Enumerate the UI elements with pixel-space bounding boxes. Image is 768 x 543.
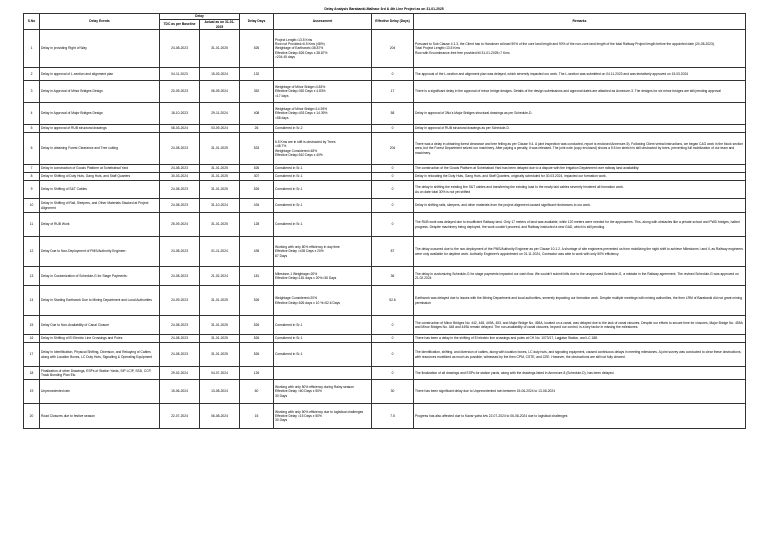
row-tdc-date: 24-08-2023 — [160, 165, 200, 173]
row-delay-event: Delay in Shifting of El Electric Line Crossings and Poles — [40, 335, 160, 343]
row-delay-days: 526 — [240, 30, 274, 68]
header-sno: S.No — [24, 14, 40, 30]
row-sno: 16 — [24, 335, 40, 343]
row-tdc-date: 29-02-2024 — [160, 367, 200, 380]
table-row — [24, 81, 746, 103]
header-assessment: Assessment — [274, 14, 372, 30]
table-row — [24, 199, 746, 213]
header-tdc: TDC as per Baseline — [160, 20, 200, 30]
row-actual-date: 31-10-2024 — [200, 199, 240, 213]
row-delay-event: Delay Due to Non-Availability of Canal Closure — [40, 316, 160, 335]
row-sno: 10 — [24, 199, 40, 213]
row-remarks: Delay in approval of RUB structural drawings as per Schedule-D. — [414, 125, 746, 133]
row-remarks: The delay in customizing Schedule-G for stage payments impacted our cash flow. We couldn't submit bills due to the unapproved Schedule-G, a mistake in the Railway agreement. The revised Schedule-G was approved on 21.02.2024 — [414, 267, 746, 286]
row-delay-event: Delay in Identification, Physical Shifting, Diversion, and Rekaying of Cables along with Location Boxes, LC Duty Huts, Signalling & Operating Equipment — [40, 343, 160, 367]
row-delay-event: Delay in approval of L-section and alignment plan — [40, 68, 160, 81]
row-sno: 15 — [24, 316, 40, 335]
row-assessment: 6.5 Kms are in stift is obstructed by Trees =48.7% Weightage Considered=48% Effective Delay=510 Days x 40% — [274, 133, 372, 165]
row-remarks: Earthwork was delayed due to issues with the Mining Department and local authorities, severely impacting our formation work. Despite multiple meetings with mining authorities, the then LRM of Barabanki did not grant mining permission — [414, 286, 746, 316]
row-sno: 18 — [24, 367, 40, 380]
row-effective-delay: 0 — [372, 335, 414, 343]
row-actual-date: 31-01-2025 — [200, 133, 240, 165]
table-row — [24, 103, 746, 125]
row-remarks: There has been a delay in the shifting of El electric line crossings and poles at CH No. 1073/17, Lagjatar Station, and LC 188. — [414, 335, 746, 343]
row-delay-event: Delay Due to Non-Deployment of PMS/Authority Engineer: — [40, 237, 160, 267]
row-assessment — [274, 367, 372, 380]
row-sno: 4 — [24, 103, 40, 125]
row-sno: 8 — [24, 173, 40, 181]
row-sno: 7 — [24, 165, 40, 173]
row-tdc-date: 24-08-2023 — [160, 343, 200, 367]
row-delay-days: 60 — [240, 380, 274, 404]
row-actual-date: 31-01-2025 — [200, 30, 240, 68]
row-delay-days: 526 — [240, 335, 274, 343]
row-delay-event: Delay in obtaining Forest Clearance and Tree cutting — [40, 133, 160, 165]
row-tdc-date: 24-08-2023 — [160, 335, 200, 343]
table-row — [24, 181, 746, 199]
row-actual-date: 31-01-2025 — [200, 335, 240, 343]
row-assessment: Considered in Sr-2 — [274, 125, 372, 133]
row-delay-days: 132 — [240, 68, 274, 81]
row-assessment: Working with only 50% efficiency during Rainy season Effective Delay =60 Days x 50% 30 Days — [274, 380, 372, 404]
row-sno: 1 — [24, 30, 40, 68]
row-delay-days: 307 — [240, 173, 274, 181]
row-assessment: Considered in Sr-1 — [274, 173, 372, 181]
table-row — [24, 173, 746, 181]
header-remarks: Remarks — [414, 14, 746, 30]
row-effective-delay: 0 — [372, 68, 414, 81]
row-actual-date: 31-01-2025 — [200, 343, 240, 367]
header-effective-delay: Effective Delay (Days) — [372, 14, 414, 30]
row-actual-date: 31-01-2025 — [200, 181, 240, 199]
table-row — [24, 335, 746, 343]
row-effective-delay: 17 — [372, 81, 414, 103]
row-actual-date: 15-03-2024 — [200, 68, 240, 81]
row-remarks: The RUB work was delayed due to insufficient Railway land. Only 17 meters of land was available, while 120 meters were needed for the approaches. This, along with obstacles like a private school and PWD bridges, halted progress. Despite machinery being deployed, the work couldn't proceed, and Railway instructed a new GAD, which is still pending. — [414, 213, 746, 237]
table-row — [24, 133, 746, 165]
sheet-title: Delay Analysis Barabanki-Malhaur 3rd & 4th Line Project as on 31-01-2025 — [324, 7, 444, 11]
row-sno: 20 — [24, 404, 40, 429]
table-row — [24, 316, 746, 335]
row-tdc-date: 24-08-2023 — [160, 237, 200, 267]
table-row — [24, 286, 746, 316]
row-effective-delay: 0 — [372, 316, 414, 335]
row-delay-event: Delay in Customization of Schedule-G for Stage Payments: — [40, 267, 160, 286]
row-actual-date: 31-01-2025 — [200, 286, 240, 316]
row-delay-event: Delay in Approval of Minor Bridges Design — [40, 81, 160, 103]
row-effective-delay: 30 — [372, 380, 414, 404]
row-sno: 14 — [24, 286, 40, 316]
row-assessment: Weightage Considered=20% Effective Delay=526 days x 10 %=52.6 Days — [274, 286, 372, 316]
row-effective-delay: 0 — [372, 181, 414, 199]
row-delay-days: 526 — [240, 286, 274, 316]
table-row — [24, 125, 746, 133]
row-delay-days: 408 — [240, 103, 274, 125]
row-delay-days: 533 — [240, 133, 274, 165]
row-effective-delay: 52.6 — [372, 286, 414, 316]
row-assessment: Working with only 80% efficiency in day time Effective Delay =435 Days x 20% 87 Days — [274, 237, 372, 267]
row-delay-event: Road Closures due to festive season — [40, 404, 160, 429]
row-assessment: Considered in Sr-1 — [274, 213, 372, 237]
row-tdc-date: 24-08-2023 — [160, 267, 200, 286]
row-assessment: Working with only 50% efficiency due to logistical challenges Effective Delay =15 Days x 50% 30 Days — [274, 404, 372, 429]
table-row — [24, 367, 746, 380]
row-remarks: There was a delay in obtaining forest clearance and tree felling as per Clause 9.4. A joint inspection was conducted, report is enclosed Annexure-5). Following Client verbal instructions, we began C&G work in the block section area, but the Forest Department seized our machinery. After paying a penalty, it was released. The joint note (copy enclosed) shows a 5.5 km stretch is still obstructed by trees, preventing full mobilization of our team and machinery. — [414, 133, 746, 165]
row-remarks: The approval of the L-section and alignment plan was delayed, which severely impacted our work. The L-section was submitted on 04.11.2023 and was tentatively approved on 15.03.2024 — [414, 68, 746, 81]
row-actual-date: 29-11-2024 — [200, 103, 240, 125]
row-actual-date: 04-07-2024 — [200, 367, 240, 380]
row-sno: 17 — [24, 343, 40, 367]
header-delay-group: Delay — [160, 14, 240, 20]
row-delay-days: 26 — [240, 125, 274, 133]
row-sno: 19 — [24, 380, 40, 404]
table-row — [24, 343, 746, 367]
row-remarks: The delay in shifting the existing live S&T cables and transferring the existing load to the newly laid cables severely hindered all formation work. As on date total 30% is not yet shifted — [414, 181, 746, 199]
row-remarks: Pursuant to Sub Clause 4.1.3, the Client has to Handover at least 90% of the core land length and 90% of the non-core land length of the total Railway Project length before the appointed date (24-08-2023). Total Project Length=13.5 Kms Row with Encumbrance-free free provided till 31-01-2025=7 Kms — [414, 30, 746, 68]
row-delay-days: 526 — [240, 165, 274, 173]
row-delay-event: Delay in approval of RUB structural drawings — [40, 125, 160, 133]
row-assessment — [274, 68, 372, 81]
row-assessment: Considered in Sr-1 — [274, 181, 372, 199]
row-effective-delay: 204 — [372, 133, 414, 165]
row-tdc-date: 24-09-2023 — [160, 286, 200, 316]
header-events: Delay Events — [40, 14, 160, 30]
header-delay-days: Delay Days — [240, 14, 274, 30]
row-sno: 6 — [24, 133, 40, 165]
row-delay-days: 181 — [240, 267, 274, 286]
row-delay-days: 15 — [240, 404, 274, 429]
row-tdc-date: 08-03-2024 — [160, 125, 200, 133]
row-effective-delay: 0 — [372, 213, 414, 237]
row-remarks: The delay occurred due to the non-deployment of the PMS/Authority Engineer as per Clause 10.1.2. A shortage of site engineers prevented us from mobilizing the night shift to achieve Milestones I and II, as Railway engineers were only available for daytime work. Authority Engineer's appointment on 01.11.2024, Contractor was able to work with only 50% efficiency. — [414, 237, 746, 267]
row-sno: 13 — [24, 267, 40, 286]
row-delay-days: 435 — [240, 237, 274, 267]
row-tdc-date: 22-07-2024 — [160, 404, 200, 429]
row-effective-delay: 204 — [372, 30, 414, 68]
row-effective-delay: 7.5 — [372, 404, 414, 429]
row-tdc-date: 18-10-2023 — [160, 103, 200, 125]
row-sno: 5 — [24, 125, 40, 133]
row-effective-delay: 0 — [372, 343, 414, 367]
row-actual-date: 01-11-2024 — [200, 237, 240, 267]
row-delay-event: Delay of RUB Work — [40, 213, 160, 237]
row-tdc-date: 24-08-2023 — [160, 316, 200, 335]
row-delay-event: Delay in Shifting of Duty Huts, Gang Huts, and Staff Quarters — [40, 173, 160, 181]
row-sno: 3 — [24, 81, 40, 103]
row-assessment: Considered in Sr-1 — [274, 316, 372, 335]
row-delay-event: Delay in providing Right of Way — [40, 30, 160, 68]
row-assessment: Milestone-1 Weightage=20% Effective Delay=181 days x 20%=36 Days — [274, 267, 372, 286]
row-sno: 11 — [24, 213, 40, 237]
table-row — [24, 237, 746, 267]
row-tdc-date: 24-08-2023 — [160, 181, 200, 199]
row-remarks: Delay in shifting rails, sleepers, and other materials from the project alignment caused significant hindrances to our work. — [414, 199, 746, 213]
row-delay-event: Delay in construction of Goods Platform at Sohebabad Yard — [40, 165, 160, 173]
row-delay-event: Finalization of other Drawings, ESPs of Station Yards, SIP LCIP, SSD, CCP, Track Bonding Plan Etc. — [40, 367, 160, 380]
row-actual-date: 03-09-2024 — [200, 125, 240, 133]
row-remarks: The construction of the Goods Platform at Sohebabad Yard has been delayed due to a dispute with the irrigation Department over railway land availability. — [414, 165, 746, 173]
row-assessment: Project Length=13.5 Kms Row not Provided=6.5 Kms (48%) Weightage of Earthwork=38.87% Effective Delay=526 Days x 38.87% =204.45 days — [274, 30, 372, 68]
row-tdc-date: 15-06-2024 — [160, 380, 200, 404]
row-tdc-date: 30-03-2024 — [160, 173, 200, 181]
row-remarks: Progress has also affected due to Kavar yatra b/w 22-07-2024 to 06-08-2024 due to logistical challenges — [414, 404, 746, 429]
row-delay-event: Delay in Shifting of S&T Cables — [40, 181, 160, 199]
table-row — [24, 165, 746, 173]
row-tdc-date: 04-11-2023 — [160, 68, 200, 81]
row-sno: 2 — [24, 68, 40, 81]
row-assessment: Weightage of Minor Bridge=14.39% Effective Delay=403 Days x 14.39% =58 days — [274, 103, 372, 125]
row-remarks: The identification, shifting, and diversion of cables, along with location boxes, LC duty huts, and signaling equipment, caused continuous delays in meeting milestones. A joint survey was conducted to clear these obstructions, with resources mobilized as much as possible, witnessed by the then CPM, CSTE, and CEE. However, the obstructions are still not fully cleared. — [414, 343, 746, 367]
table-row — [24, 30, 746, 68]
row-remarks: There has been significant delay due to Unprecedented rain between 15-06-2024 to 13-08-2024 — [414, 380, 746, 404]
row-actual-date: 21-02-2024 — [200, 267, 240, 286]
row-delay-days: 526 — [240, 343, 274, 367]
row-tdc-date: 20-09-2023 — [160, 81, 200, 103]
row-delay-event: Delay in Shifting of Rail, Sleepers, and Other Materials Stacked at Project Alignment — [40, 199, 160, 213]
row-remarks: Delay in approval of 3No's Major Bridges structural drawings as per Schedule-D. — [414, 103, 746, 125]
row-delay-event: Delay in Approval of Major Bridges Design — [40, 103, 160, 125]
row-remarks: The finalization of all drawings and ESPs for station yards, along with the drawings listed in Annexure-8 (Schedule-D), has been delayed. — [414, 367, 746, 380]
row-assessment: Considered in Sr-1 — [274, 199, 372, 213]
delay-table — [23, 13, 746, 429]
row-effective-delay: 87 — [372, 237, 414, 267]
row-sno: 9 — [24, 181, 40, 199]
row-tdc-date: 25-09-2024 — [160, 213, 200, 237]
row-actual-date: 06-08-2024 — [200, 404, 240, 429]
row-effective-delay: 0 — [372, 165, 414, 173]
row-delay-days: 526 — [240, 181, 274, 199]
row-remarks: Delay in relocating the Duty Huts, Gang Huts, and Staff Quarters, originally scheduled for 30.03.2024, impacted our formation work. — [414, 173, 746, 181]
row-actual-date: 31-01-2025 — [200, 173, 240, 181]
row-effective-delay: 0 — [372, 173, 414, 181]
row-assessment: Weightage of Minor Bridge=4.83% Effective Delay=352 Days x 4.83% =17 days — [274, 81, 372, 103]
row-actual-date: 31-01-2025 — [200, 165, 240, 173]
row-assessment: Considered in Sr-1 — [274, 335, 372, 343]
row-effective-delay: 58 — [372, 103, 414, 125]
row-delay-days: 128 — [240, 213, 274, 237]
row-delay-days: 352 — [240, 81, 274, 103]
table-row — [24, 68, 746, 81]
row-effective-delay: 36 — [372, 267, 414, 286]
row-actual-date: 31-01-2025 — [200, 316, 240, 335]
row-actual-date: 31-01-2025 — [200, 213, 240, 237]
row-assessment: Considered in Sr-1 — [274, 165, 372, 173]
row-delay-event: Delay in Starting Earthwork Due to Mining Department and Local Authorities — [40, 286, 160, 316]
row-effective-delay: 0 — [372, 367, 414, 380]
row-actual-date: 13-08-2024 — [200, 380, 240, 404]
row-remarks: The construction of Minor Bridges No. 442, 448, 449A, 453, and Major Bridge No. 455A, located on a canal, was delayed due to the lack of canal closures. Despite our efforts to secure time for closures, Major Bridge No. 455A and Minor Bridges No. 448 and 449A remain delayed. The non-availability of canal closures, beyond our control, is a key factor in missing the milestones. — [414, 316, 746, 335]
header-actual: Actual as on 31-01-2025 — [200, 20, 240, 30]
row-assessment: Considered in Sr-1 — [274, 343, 372, 367]
row-effective-delay: 0 — [372, 125, 414, 133]
row-delay-event: Unprecedented rain — [40, 380, 160, 404]
row-tdc-date: 24-08-2023 — [160, 30, 200, 68]
row-sno: 12 — [24, 237, 40, 267]
table-row — [24, 213, 746, 237]
row-delay-days: 434 — [240, 199, 274, 213]
row-delay-days: 126 — [240, 367, 274, 380]
row-tdc-date: 24-08-2023 — [160, 199, 200, 213]
table-row — [24, 404, 746, 429]
table-row — [24, 267, 746, 286]
row-delay-days: 526 — [240, 316, 274, 335]
row-tdc-date: 24-08-2023 — [160, 133, 200, 165]
table-row — [24, 380, 746, 404]
row-effective-delay: 0 — [372, 199, 414, 213]
row-remarks: There is a significant delay in the approval of minor bridge designs. Details of the design submissions and approval dates are attached as Annexure-3. The designs for six minor bridges are still pending approval — [414, 81, 746, 103]
row-actual-date: 06-09-2024 — [200, 81, 240, 103]
